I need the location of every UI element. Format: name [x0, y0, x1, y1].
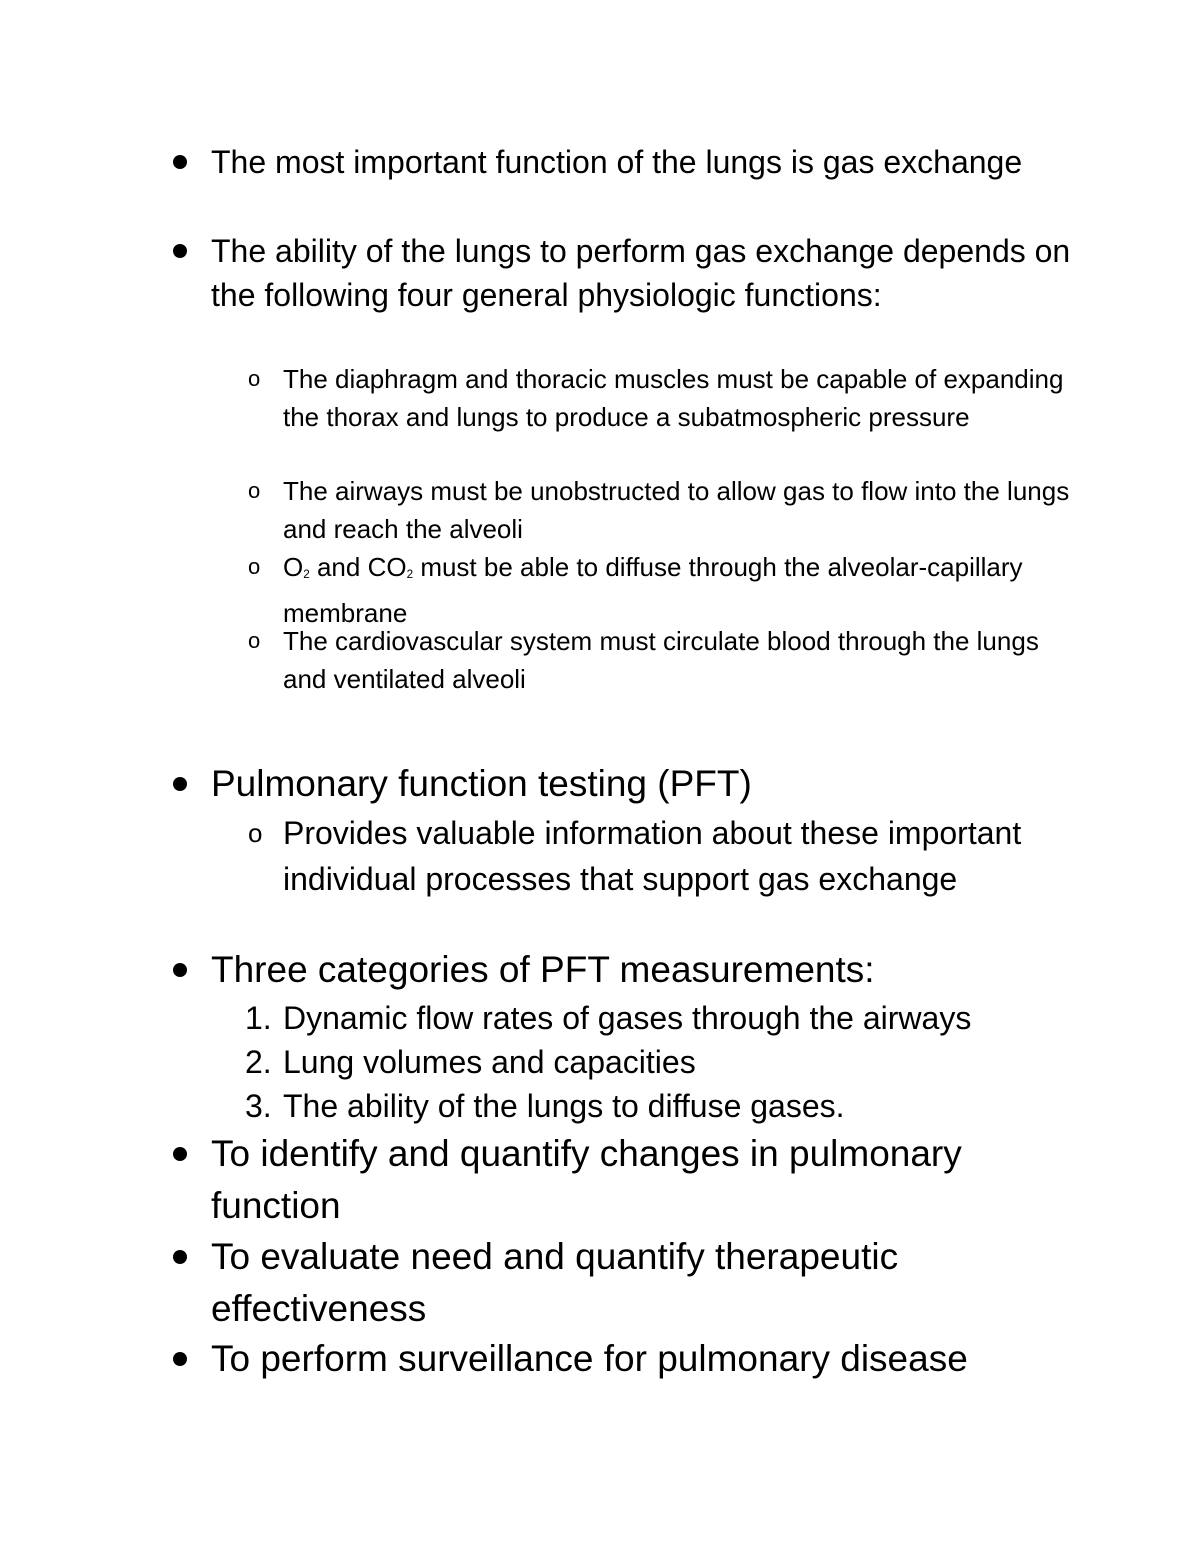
co2-subscript: 2 — [406, 567, 414, 581]
sub-bullet-text: Provides valuable information about these important individual processes that support gas exchange — [283, 815, 1022, 897]
item-number: 1. — [245, 1000, 272, 1036]
bullet-text: To perform surveillance for pulmonary disease — [211, 1338, 968, 1379]
bullet-dot — [173, 155, 187, 169]
sub-bullet-text: The diaphragm and thoracic muscles must be capable of expanding the thorax and lungs to produce a subatmospheric pressure — [283, 364, 1064, 432]
bullet-dot — [173, 1147, 187, 1161]
bullet-text: The most important function of the lungs is gas exchange — [211, 144, 1023, 180]
co2-label: and CO — [309, 552, 407, 582]
item-text: Lung volumes and capacities — [283, 1044, 696, 1080]
item-text: Dynamic flow rates of gases through the airways — [283, 1000, 972, 1036]
bullet-text: Three categories of PFT measurements: — [211, 949, 875, 990]
sub-bullet-text: The airways must be unobstructed to allow gas to flow into the lungs and reach the alveoli — [283, 476, 1070, 544]
sub-bullet-marker: o — [248, 478, 261, 503]
diffusion-text: must be able to diffuse through the alveolar-capillary membrane — [283, 552, 1023, 628]
bullet-text: The ability of the lungs to perform gas exchange depends on the following four general physiologic functions: — [211, 233, 1071, 313]
item-text: The ability of the lungs to diffuse gases. — [283, 1088, 845, 1124]
bullet-dot — [173, 244, 187, 258]
item-number: 2. — [245, 1044, 272, 1080]
bullet-text: Pulmonary function testing (PFT) — [211, 763, 752, 804]
sub-bullet-marker: o — [248, 554, 261, 579]
bullet-dot — [173, 777, 187, 791]
sub-bullet-marker: o — [248, 366, 261, 391]
sub-bullet-marker: o — [248, 818, 263, 848]
o2-label: O — [283, 552, 304, 582]
sub-bullet-marker: o — [248, 628, 261, 653]
bullet-text: To evaluate need and quantify therapeutic effectiveness — [211, 1236, 899, 1329]
bullet-dot — [173, 1250, 187, 1264]
bullet-text: To identify and quantify changes in pulmonary function — [211, 1133, 962, 1226]
o2-subscript: 2 — [303, 567, 310, 581]
bullet-dot — [173, 1352, 187, 1366]
sub-bullet-text: The cardiovascular system must circulate blood through the lungs and ventilated alveoli — [283, 626, 1039, 694]
bullet-dot — [173, 963, 187, 977]
sub-bullet-text — [283, 548, 1073, 632]
item-number: 3. — [245, 1088, 272, 1124]
